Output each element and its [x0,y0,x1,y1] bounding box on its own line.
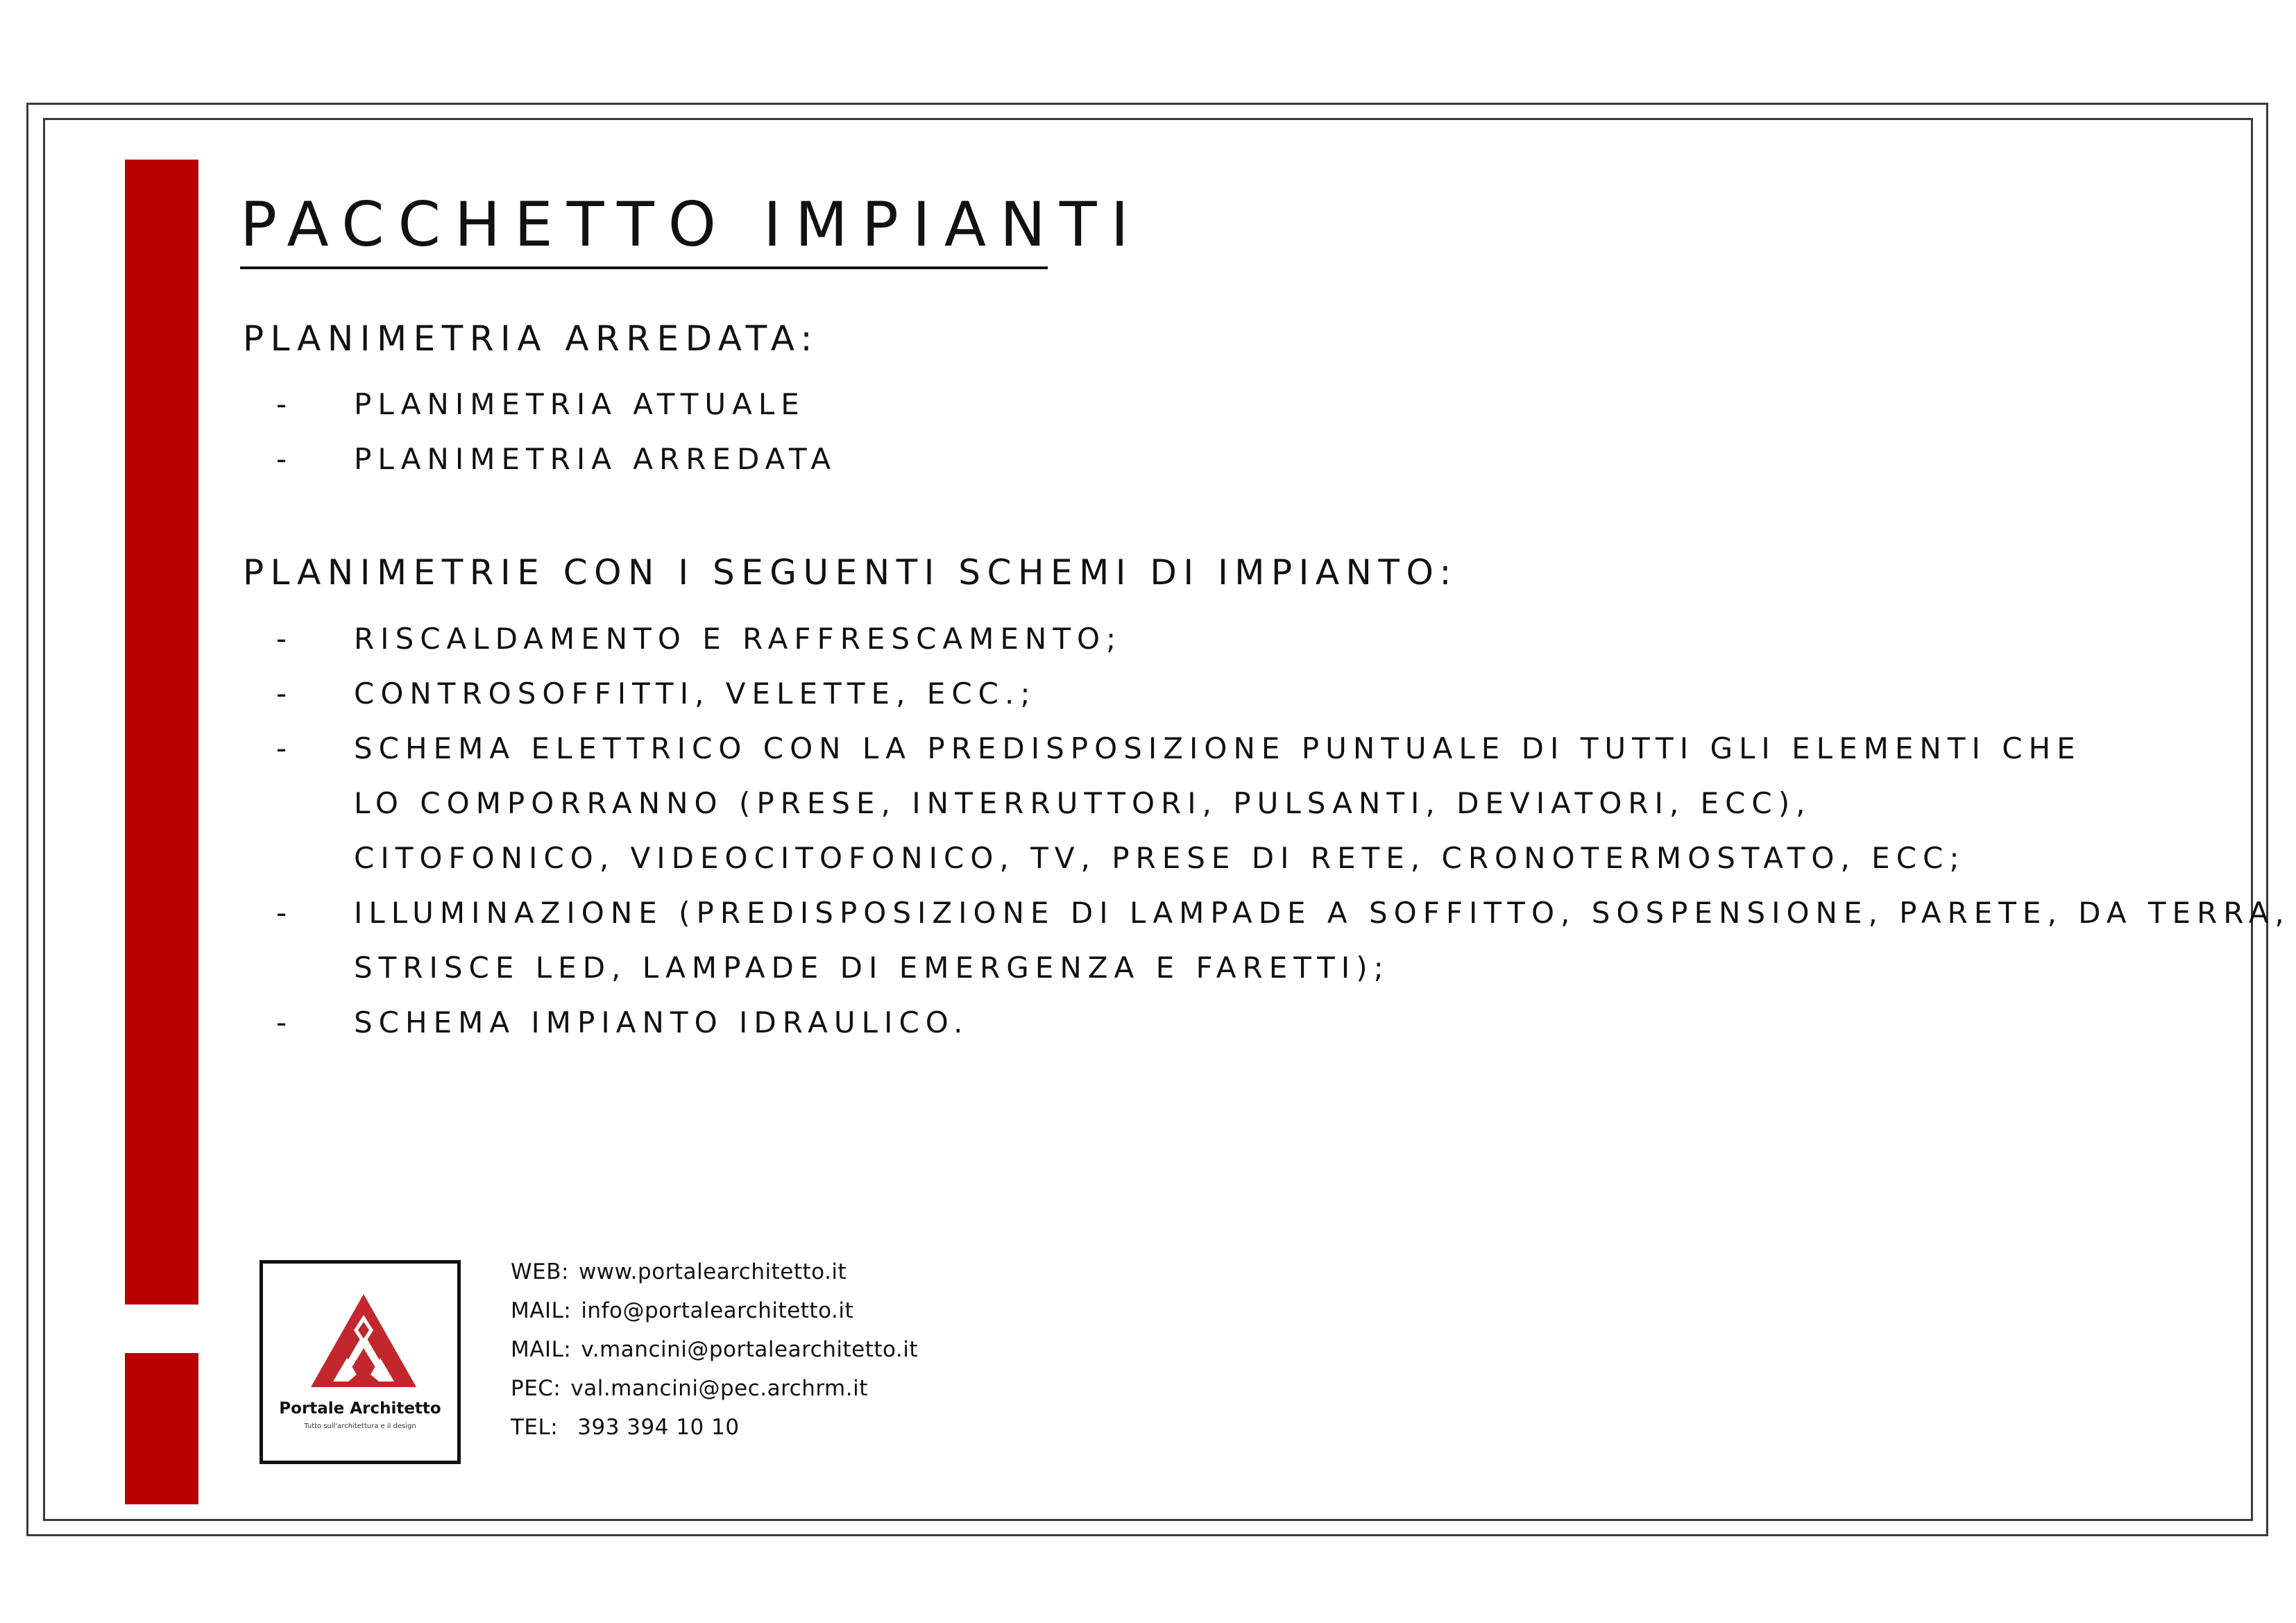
email-link[interactable]: v.mancini@portalearchitetto.it [581,1337,919,1362]
list-item-text: ILLUMINAZIONE (PREDISPOSIZIONE DI LAMPADE A SOFFITTO, SOSPENSIONE, PARETE, DA TERRA, [354,896,2290,930]
list-bullet: - [276,677,287,711]
contact-row-tel [511,1417,740,1438]
logo-tagline: Tutto sull'architettura e il design [304,1422,416,1430]
triangle-house-logo-icon [308,1291,419,1390]
accent-bar-top [125,160,198,1305]
accent-bar-bottom [125,1353,198,1504]
contact-label: MAIL: [511,1298,572,1323]
logo-name: Portale Architetto [279,1400,441,1418]
list-item-text: PLANIMETRIA ATTUALE [354,387,806,421]
pec-email-link[interactable]: val.mancini@pec.archrm.it [570,1376,868,1401]
list-item-text: SCHEMA IMPIANTO IDRAULICO. [354,1005,969,1039]
contact-row-web [511,1261,847,1283]
list-bullet: - [276,387,287,421]
list-bullet: - [276,896,287,930]
list-item-text: LO COMPORRANNO (PRESE, INTERRUTTORI, PULSANTI, DEVIATORI, ECC), [354,786,1812,820]
section-heading-planimetria-arredata: PLANIMETRIA ARREDATA: [243,318,819,359]
list-bullet: - [276,442,287,476]
contact-row-pec [511,1378,868,1400]
contact-label: TEL: [511,1415,559,1440]
website-link[interactable]: www.portalearchitetto.it [578,1259,847,1284]
list-bullet: - [276,1005,287,1039]
company-logo [260,1260,461,1464]
email-link[interactable]: info@portalearchitetto.it [581,1298,854,1323]
list-bullet: - [276,731,287,765]
list-item-text: CONTROSOFFITTI, VELETTE, ECC.; [354,677,1037,711]
contact-label: PEC: [511,1376,561,1401]
list-item-text: PLANIMETRIA ARREDATA [354,442,837,476]
contact-label: WEB: [511,1259,569,1284]
contact-label: MAIL: [511,1337,572,1362]
list-item-text: RISCALDAMENTO E RAFFRESCAMENTO; [354,622,1123,656]
phone-number[interactable]: 393 394 10 10 [577,1415,740,1440]
list-item-text: SCHEMA ELETTRICO CON LA PREDISPOSIZIONE PUNTUALE DI TUTTI GLI ELEMENTI CHE [354,731,2082,765]
page-title: PACCHETTO IMPIANTI [240,189,1143,260]
contact-row-mail [511,1300,853,1322]
list-item-text: CITOFONICO, VIDEOCITOFONICO, TV, PRESE DI RETE, CRONOTERMOSTATO, ECC; [354,841,1966,875]
list-bullet: - [276,622,287,656]
section-heading-schemi-impianto: PLANIMETRIE CON I SEGUENTI SCHEMI DI IMPIANTO: [243,552,1458,593]
title-underline [240,266,1048,269]
list-item-text: STRISCE LED, LAMPADE DI EMERGENZA E FARETTI); [354,951,1390,985]
contact-row-mail [511,1339,918,1361]
